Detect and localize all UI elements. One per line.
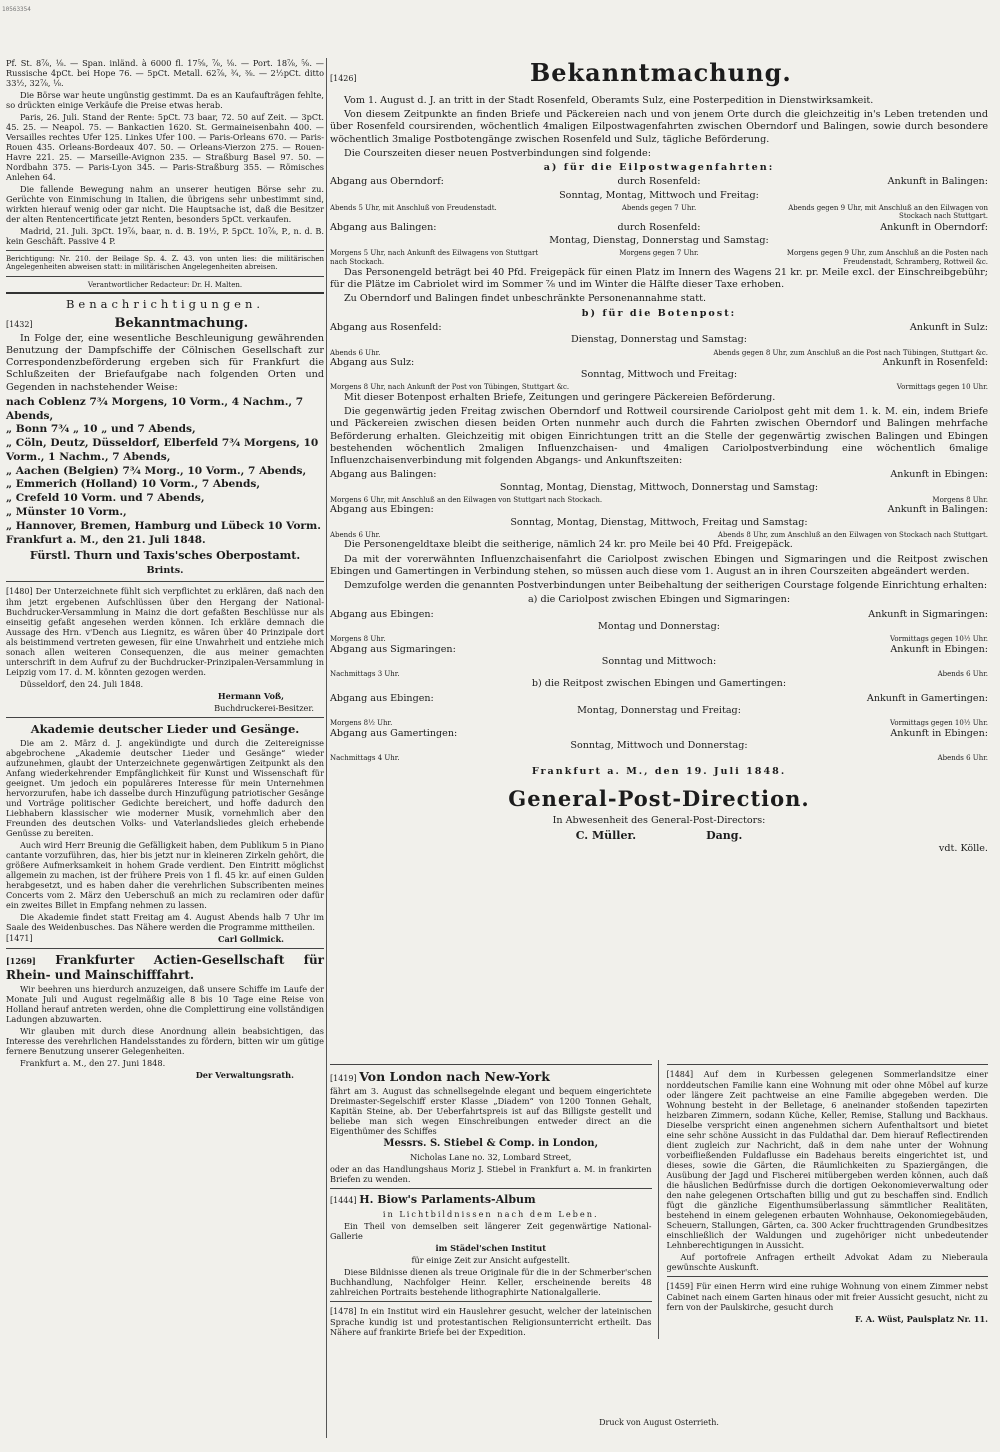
notice-text: Von diesem Zeitpunkte an finden Briefe und Päckereien nach und von jenem Orte durch die gleichzeitig in's Leben tretenden und über Rosenfeld coursirenden, wöchentlich 4maligen Eilpostwagenfahrten zwischen Oberndorf und Balingen, sowie durch besondere wöchentlich 3malige Postbotengänge zwischen Rosenfeld und Sulz, tägliche Beförderung. (330, 108, 988, 145)
route-time: Morgens 8 Uhr. (932, 495, 988, 504)
notice-ref: [1432] (6, 319, 33, 329)
notice-date: Frankfurt a. M., den 21. Juli 1848. (6, 533, 206, 546)
signature: Dang. (706, 828, 743, 842)
notice-1471 (6, 722, 324, 944)
left-column (6, 58, 324, 1428)
notice-text: Wir glauben mit durch diese Anordnung allein beabsichtigen, das Interesse des verehrlichen Handelsstandes zu fördern, bitten wir um gütige fernere Benutzung unserer Gelegenheiten. (6, 1026, 324, 1057)
notice-date: Frankfurt a. M., den 27. Juni 1848. (20, 1058, 166, 1069)
ad-text: Für einen Herrn wird eine ruhige Wohnung von einem Zimmer nebst Cabinet nach einem Garten hinaus oder mit freier Aussicht gesucht, nicht zu fern von der Paulskirche, gesucht durch (666, 1280, 988, 1312)
schedule-heading: b) für die Botenpost: (581, 307, 737, 319)
schedule-d (330, 594, 988, 762)
divider (6, 250, 324, 251)
correction-note: Berichtigung: Nr. 210. der Beilage Sp. 4. Z. 43. von unten lies: die militärischen Angelegenheiten abweisen statt: in militärischen Angelegenheiten abreisen. (6, 255, 324, 272)
route-to: Ankunft in Sigmaringen: (868, 608, 988, 620)
notice-1432 (6, 316, 324, 577)
notice-signature-title: Buchdruckerei-Besitzer. (214, 702, 314, 713)
notice-title: Akademie deutscher Lieder und Gesänge. (30, 721, 300, 736)
notice-text: In Folge der, eine wesentliche Beschleunigung gewährenden Benutzung der Dampfschiffe der Cölnischen Gesellschaft zur Correspondenzbeförderung ergeben sich für Frankfurt die Schlußzeiten der Briefaufgabe nach folgenden Orten und Gegenden in nachstehender Weise: (6, 332, 324, 393)
route-from: Abgang aus Ebingen: (330, 504, 434, 516)
schedule-c (330, 469, 988, 539)
column-divider (326, 58, 327, 1438)
route-from: Abgang aus Gamertingen: (330, 727, 458, 739)
ad-text: Auf dem in Kurbessen gelegenen Sommerlandsitze einer norddeutschen Familie kann eine Wohnung mit oder ohne Möbel auf kurze oder längere Zeit pachtweise an eine Familie abgegeben werden. Die Wohnung besteht in der Belletage, 6 aneinander stoßenden tapezirten heizbaren Zimmern, sodann Küche, Keller, Remise, Stallung und Backhaus. Dieselbe verspricht einen angenehmen sichern Aufenthaltsort und bietet eine sehr schöne Aussicht in das Fuldathal dar. Dem hierauf Reflectirenden dient zugleich zur Nachricht, daß in dem nahe unter der Wohnung vorbeifließenden Fuldaflusse ein Badehaus bereits eingerichtet ist, und dieses, sowie die Gärten, die Räumlichkeiten zu Spaziergängen, die Ausübung der Jagd und Fischerei mitübergeben werden können, auch daß die häuslichen Bedürfnisse durch die dortigen Oekonomieverwaltung oder den nahe gelegenen Ortschaften billig und gut zu beschaffen sind. Endlich fügt die gänzliche Eigenthumsüberlassung sämmtlicher Realitäten, bestehend in einem gelegenen erbauten Wohnhause, Oekonomiegebäuden, Scheuern, Stallungen, Gärten, ca. 300 Acker fruchttragenden Grundbesitzes einschließlich der Waldungen und zugehöriger nicht unbedeutender Lehnberechtigungen in Aussicht. (666, 1069, 988, 1250)
notice-ref: [1471] (6, 933, 33, 943)
route-to: Ankunft in Oberndorf: (880, 221, 988, 233)
ad-text: Auf portofreie Anfragen ertheilt Advokat Adam zu Nieberaula gewünschte Auskunft. (666, 1251, 988, 1272)
schedule-line: „ Emmerich (Holland) 10 Vorm., 7 Abends, (6, 478, 261, 491)
divider (667, 1276, 989, 1277)
route-time: Abends gegen 7 Uhr. (621, 203, 697, 212)
divider (330, 1301, 652, 1302)
notice-title: Bekanntmachung. (114, 315, 249, 331)
notice-date: Düsseldorf, den 24. Juli 1848. (20, 678, 144, 689)
lower-ads (330, 1060, 988, 1339)
schedule-line: nach Coblenz 7¾ Morgens, 10 Vorm., 4 Nachm., 7 Abends, (6, 395, 304, 422)
notice-ref: [1480] (6, 587, 33, 597)
route-days: Dienstag, Donnerstag und Samstag: (571, 334, 747, 346)
schedule-line: „ Münster 10 Vorm., (6, 505, 127, 518)
lower-right-ads (659, 1060, 989, 1339)
route-time: Abends 8 Uhr, zum Anschluß an den Eilwagen von Stockach nach Stuttgart. (717, 530, 988, 539)
route-time: Nachmittags 3 Uhr. (330, 670, 400, 679)
route-time: Abends gegen 9 Uhr, mit Anschluß an den Eilwagen von Stockach nach Stuttgart. (788, 203, 988, 221)
notice-text: Der Unterzeichnete fühlt sich verpflichtet zu erklären, daß nach den ihm jetzt ergebenen Aufschlüssen über den Hergang der National-Buchdrucker-Versammlung in Mainz die dort gefaßten Beschlüsse nur als einseitig gefaßt angesehen werden können. Ich erkläre demnach die Aussage des Hrn. v'Dench aus Liegnitz, es wären über 40 Prinzipale dort als beistimmend vertreten gewesen, für eine Unwahrheit und entziehe mich sonach allen weiteren Consequenzen, die aus meiner gemachten unterschrift in dem Aufruf zu der Buchdrucker-Prinzipalen-Versammlung in Leipzig vom 17. d. M. könnten gezogen werden. (6, 586, 325, 677)
route-time: Morgens gegen 7 Uhr. (619, 249, 699, 258)
ad-title: Von London nach New-York (359, 1069, 550, 1084)
route-from: Abgang aus Ebingen: (330, 608, 434, 620)
divider (667, 1064, 989, 1065)
lower-left-ads (330, 1060, 659, 1339)
notice-title: Bekanntmachung. (530, 58, 792, 87)
notice-title: Frankfurter Actien-Gesellschaft für Rhein- und Mainschifffahrt. (6, 952, 324, 982)
divider (6, 717, 324, 718)
schedule-line: „ Cöln, Deutz, Düsseldorf, Elberfeld 7¾ Morgens, 10 Vorm., 1 Nachm., 7 Abends, (6, 437, 319, 463)
route-time: Vormittags gegen 10½ Uhr. (889, 635, 988, 644)
route-days: Sonntag, Mittwoch und Donnerstag: (570, 739, 748, 751)
divider (6, 581, 324, 582)
ad-text: fährt am 3. August das schnellsegelnde elegant und bequem eingerichtete Dreimaster-Segelschiff erster Klasse „Diadem“ von 1200 Tonnen Gehalt, Kapitän Steine, ab. Der Ueberfahrtspreis ist auf das Billigste gestellt und beliebe man sich wegen Einschreibungen entweder direct an die Eigenthümer des Schiffes (330, 1086, 652, 1137)
route-from: Abgang aus Ebingen: (330, 692, 434, 704)
notice-ref: [1444] (330, 1196, 357, 1206)
notice-text: Das Personengeld beträgt bei 40 Pfd. Freigepäck für einen Platz im Innern des Wagens 21 kr. pr. Meile excl. der Einschreibgebühr; für die Plätze im Cabriolet wird im Sommer ⅞ und im Winter die Hälfte dieser Taxe erhoben. (330, 266, 988, 291)
route-days: Montag und Donnerstag: (597, 620, 721, 632)
route-from: Abgang aus Balingen: (330, 221, 437, 233)
notice-signature: Der Verwaltungsrath. (195, 1070, 294, 1081)
signature-vdt: vdt. Kölle. (938, 843, 988, 855)
ad-address: Nicholas Lane no. 32, Lombard Street, (410, 1152, 572, 1163)
ad-text: Diese Bildnisse dienen als treue Originale für die in der Schmerber'schen Buchhandlung, Nachfolger Heinr. Keller, erscheinende bereits 48 zahlreichen Portraits bestehende lithographirte Nationalgallerie. (330, 1266, 652, 1297)
notice-ref: [1419] (330, 1074, 357, 1083)
divider (330, 1064, 652, 1065)
notice-text: Die am 2. März d. J. angekündigte und durch die Zeitereignisse abgebrochene „Akademie deutscher Lieder und Gesänge“ wieder aufzunehmen, glaubt der Unterzeichnete gegenwärtigen Zeitpunkt als den Anfang wiederkehrender Empfänglichkeit für Kunst und Wissenschaft für geeignet. Um jedoch ein populäreres Interesse für mein Unternehmen hervorzurufen, habe ich dasselbe durch Hinzufügung patriotischer Gesänge und Vorträge politischer Gedichte bereichert, und hoffe dadurch den Liebhabern klassischer wie moderner Musik, vornehmlich aber den Freunden des deutschen Volks- und Vaterlandsliedes gleich erhebende Genüsse zu bereiten. (6, 737, 324, 838)
notice-signature-name: Brints. (146, 564, 184, 576)
schedule-line: „ Aachen (Belgien) 7¾ Morg., 10 Vorm., 7 Abends, (6, 464, 307, 477)
route-days: Montag, Dienstag, Donnerstag und Samstag: (549, 234, 769, 246)
schedule-list (6, 396, 324, 534)
notice-ref: [1459] (666, 1281, 694, 1291)
route-time: Abends 6 Uhr. (937, 754, 988, 763)
route-time: Morgens 8 Uhr, nach Ankunft der Post von Tübingen, Stuttgart &c. (330, 383, 570, 392)
schedule-line: „ Hannover, Bremen, Hamburg und Lübeck 10 Vorm. (6, 519, 321, 532)
market-line: Madrid, 21. Juli. 3pCt. 19⅞, baar, n. d. B. 19½, P. 5pCt. 10⅞, P., n. d. B. kein Geschäft. Passive 4 P. (6, 226, 324, 246)
route-to: Ankunft in Balingen: (887, 176, 988, 188)
authority-title: General-Post-Direction. (508, 785, 810, 811)
notice-text: Die gegenwärtig jeden Freitag zwischen Oberndorf und Rottweil coursirende Cariolpost geht mit dem 1. k. M. ein, indem Briefe und Päckereien zwischen diesen beiden Orten nunmehr auch durch die Fahrten zwischen Oberndorf und Balingen mehrfache Beförderung erhalten. Gleichzeitig mit obigen Einrichtungen tritt an die Stelle der gegenwärtig zwischen Balingen und Ebingen bestehenden wöchentlich 2maligen Influenzchaisen- und 4maligen Cariolpostverbindung eine wöchentlich 6malige Influenzchaisenverbindung mit folgenden Abgangs- und Ankunftszeiten: (330, 406, 988, 467)
route-time: Morgens 5 Uhr, nach Ankunft des Eilwagens von Stuttgart nach Stockach. (330, 249, 539, 266)
ad-subtitle: in Lichtbildnissen nach dem Leben. (382, 1208, 599, 1219)
schedule-b (330, 308, 988, 392)
route-days: Sonntag, Mittwoch und Freitag: (580, 369, 738, 381)
notice-text: Demzufolge werden die genannten Postverbindungen unter Beibehaltung der seitherigen Courstage folgende Einrichtung erhalten: (344, 580, 988, 592)
notice-date: Frankfurt a. M., den 19. Juli 1848. (531, 765, 787, 777)
schedule-heading: a) die Cariolpost zwischen Ebingen und Sigmaringen: (527, 594, 791, 606)
printer-line: Druck von August Osterrieth. (599, 1418, 719, 1427)
notice-signature: Fürstl. Thurn und Taxis'sches Oberpostamt. (29, 548, 301, 562)
ad-1419 (330, 1069, 652, 1184)
notice-1269 (6, 953, 324, 1080)
route-to: Ankunft in Gamertingen: (866, 692, 988, 704)
route-to: Ankunft in Ebingen: (890, 727, 988, 739)
route-via: durch Rosenfeld: (617, 176, 701, 188)
barcode-text: 10563354 (2, 6, 31, 13)
ad-1444 (330, 1193, 652, 1296)
route-to: Ankunft in Ebingen: (890, 643, 988, 655)
ad-1459 (667, 1281, 989, 1324)
route-via: durch Rosenfeld: (617, 221, 701, 233)
market-report (6, 58, 324, 246)
schedule-heading: b) die Reitpost zwischen Ebingen und Gamertingen: (531, 678, 787, 690)
ad-1484 (667, 1069, 989, 1272)
section-title-notices: Benachrichtigungen. (65, 297, 265, 312)
route-time: Abends 6 Uhr. (330, 530, 381, 539)
notice-signature: Hermann Voß, (217, 690, 284, 701)
route-days: Sonntag, Montag, Dienstag, Mittwoch, Freitag und Samstag: (510, 516, 808, 528)
notice-text: Auch wird Herr Breunig die Gefälligkeit haben, dem Publikum 5 in Piano cantante vorzuführen, das, hier bis jetzt nur in kleineren Zirkeln gehört, die größere Aufmerksamkeit in hohem Grade verdient. Den Eintritt möglichst allgemein zu machen, ist der frühere Preis von 1 fl. 45 kr. auf einen Gulden herabgesetzt, und es haben daher die verehrlichen Subscribenten meines Concerts vom 2. März den Ueberschuß an mich zu reclamiren oder dafür ein zweites Billet in Empfang nehmen zu lassen. (6, 839, 324, 910)
ad-title: H. Biow's Parlaments-Album (359, 1193, 536, 1207)
route-days: Montag, Donnerstag und Freitag: (577, 704, 741, 716)
notice-text: Mit dieser Botenpost erhalten Briefe, Zeitungen und geringere Päckereien Beförderung. (344, 391, 776, 403)
route-days: Sonntag und Mittwoch: (601, 655, 717, 667)
signature: C. Müller. (575, 828, 637, 842)
ad-firm: Messrs. S. Stiebel & Comp. in London, (383, 1138, 599, 1150)
divider (6, 276, 324, 277)
divider (330, 1188, 652, 1189)
route-time: Abends 5 Uhr, mit Anschluß von Freudenstadt. (330, 203, 497, 212)
route-time: Morgens 6 Uhr, mit Anschluß an den Eilwagen von Stuttgart nach Stockach. (330, 495, 603, 504)
route-time: Nachmittags 4 Uhr. (330, 754, 400, 763)
route-to: Ankunft in Rosenfeld: (882, 356, 988, 368)
ad-text: oder an das Handlungshaus Moriz J. Stiebel in Frankfurt a. M. in frankirten Briefen zu wenden. (330, 1164, 652, 1185)
schedule-line: „ Crefeld 10 Vorm. und 7 Abends, (6, 492, 205, 505)
notice-text: Zu Oberndorf und Balingen findet unbeschränkte Personenannahme statt. (344, 293, 707, 305)
route-to: Ankunft in Ebingen: (890, 469, 988, 481)
route-time: Vormittags gegen 10½ Uhr. (889, 719, 988, 728)
route-time: Morgens 8½ Uhr. (330, 719, 393, 728)
notice-ref: [1269] (6, 955, 36, 966)
ad-text: für einige Zeit zur Ansicht aufgestellt. (411, 1254, 570, 1265)
editor-line: Verantwortlicher Redacteur: Dr. H. Malten. (87, 280, 243, 289)
market-line: Die Börse war heute ungünstig gestimmt. Da es an Kaufaufträgen fehlte, so drückten einige Verkäufe die Preise etwas herab. (6, 90, 324, 110)
divider (6, 292, 324, 294)
route-to: Ankunft in Balingen: (887, 504, 988, 516)
route-from: Abgang aus Rosenfeld: (330, 322, 442, 333)
authority-note: In Abwesenheit des General-Post-Directors: (552, 814, 766, 826)
notice-signature: Carl Gollmick. (217, 933, 284, 944)
notice-ref: [1484] (666, 1070, 694, 1079)
notice-text: Die Akademie findet statt Freitag am 4. August Abends halb 7 Uhr im Saale des Weidenbusches. Das Nähere werden die Programme mittheilen. (6, 911, 324, 932)
market-line: Paris, 26. Juli. Stand der Rente: 5pCt. 73 baar, 72. 50 auf Zeit. — 3pCt. 45. 25. — Neapol. 75. — Bankactien 1620. St. Germaineisenbahn 400. — Versailles rechtes Ufer 125. Linkes Ufer 100. — Paris-Orleans 670. — Paris-Rouen 435. Orleans-Bordeaux 407. 50. — Orleans-Vierzon 275. — Rouen-Havre 221. 25. — Marseille-Avignon 235. — Straßburg Basel 97. 50. — Nordbahn 375. — Paris-Lyon 345. — Paris-Straßburg 355. — Römisches Anlehen 64. (6, 112, 324, 182)
route-time: Abends 6 Uhr. (330, 348, 381, 357)
market-line: Pf. St. 8⅞, ⅛. — Span. inländ. à 6000 fl. 17⅝, ⅞, ⅛. — Port. 18⅞, ⅝. — Russische 4pCt. bei Hope 76. — 5pCt. Metall. 62⅞, ¾, ⅜. — 2½pCt. ditto 33½, 32⅞, ⅛. (6, 58, 324, 88)
route-time: Morgens 8 Uhr. (330, 635, 386, 644)
route-from: Abgang aus Balingen: (330, 469, 437, 481)
route-from: Abgang aus Sigmaringen: (330, 643, 456, 655)
route-from: Abgang aus Oberndorf: (330, 176, 444, 188)
route-time: Morgens gegen 9 Uhr, zum Anschluß an die Posten nach Freudenstadt, Schramberg, Rottweil &c. (786, 249, 988, 266)
ad-text: Ein Theil von demselben seit längerer Zeit gegenwärtige National-Gallerie (330, 1220, 652, 1241)
route-time: Vormittags gegen 10 Uhr. (896, 383, 988, 392)
notice-text: Da mit der vorerwähnten Influenzchaisenfahrt die Cariolpost zwischen Ebingen und Sigmaringen und die Reitpost zwischen Ebingen und Gamertingen in Verbindung stehen, so müssen auch diese vom 1. August an in ihren Courszeiten abgeändert werden. (330, 553, 988, 577)
right-column (330, 58, 988, 1428)
route-from: Abgang aus Sulz: (330, 356, 415, 368)
notice-text: Vom 1. August d. J. an tritt in der Stadt Rosenfeld, Oberamts Sulz, eine Posterpedition in Dienstwirksamkeit. (344, 94, 874, 106)
notice-ref: [1426] (330, 74, 357, 83)
schedule-heading: a) für die Eilpostwagenfahrten: (543, 162, 775, 174)
ad-place: im Städel'schen Institut (435, 1242, 547, 1253)
ad-1478 (330, 1306, 652, 1337)
route-time: Abends gegen 8 Uhr, zum Anschluß an die Post nach Tübingen, Stuttgart &c. (713, 348, 988, 357)
notice-1480 (6, 586, 324, 713)
market-line: Die fallende Bewegung nahm an unserer heutigen Börse sehr zu. Gerüchte von Einmischung in Italien, die übrigens sehr unbestimmt sind, wirkten hierauf wenig oder gar nicht. Die Hauptsache ist, daß die Besitzer der alten Rentencertificate jetzt Renten, besonders 5pCt. verkaufen. (6, 184, 324, 224)
route-days: Sonntag, Montag, Dienstag, Mittwoch, Donnerstag und Samstag: (499, 481, 819, 493)
schedule-a (330, 162, 988, 266)
schedule-line: „ Bonn 7¾ „ 10 „ und 7 Abends, (6, 423, 196, 436)
ad-text: In ein Institut wird ein Hauslehrer gesucht, welcher der lateinischen Sprache kundig ist und protestantischen Religionsunterricht ertheilt. Das Nähere auf frankirte Briefe bei der Expedition. (330, 1305, 652, 1337)
notice-text: Wir beehren uns hierdurch anzuzeigen, daß unsere Schiffe im Laufe der Monate Juli und August regelmäßig alle 8 bis 10 Tage eine Reise von Holland herauf antreten werden, ohne die Complettirung eine vollständigen Ladungen abzuwarten. (6, 984, 324, 1025)
ad-signature: F. A. Wüst, Paulsplatz Nr. 11. (855, 1313, 988, 1324)
route-time: Abends 6 Uhr. (937, 670, 988, 679)
divider (6, 948, 324, 949)
notice-text: Die Personengeldtaxe bleibt die seitherige, nämlich 24 kr. pro Meile bei 40 Pfd. Freigepäck. (344, 539, 793, 551)
notice-text: Die Courszeiten dieser neuen Postverbindungen sind folgende: (344, 147, 651, 159)
notice-ref: [1478] (330, 1306, 357, 1316)
route-to: Ankunft in Sulz: (909, 322, 988, 333)
route-days: Sonntag, Montag, Mittwoch und Freitag: (559, 189, 759, 201)
